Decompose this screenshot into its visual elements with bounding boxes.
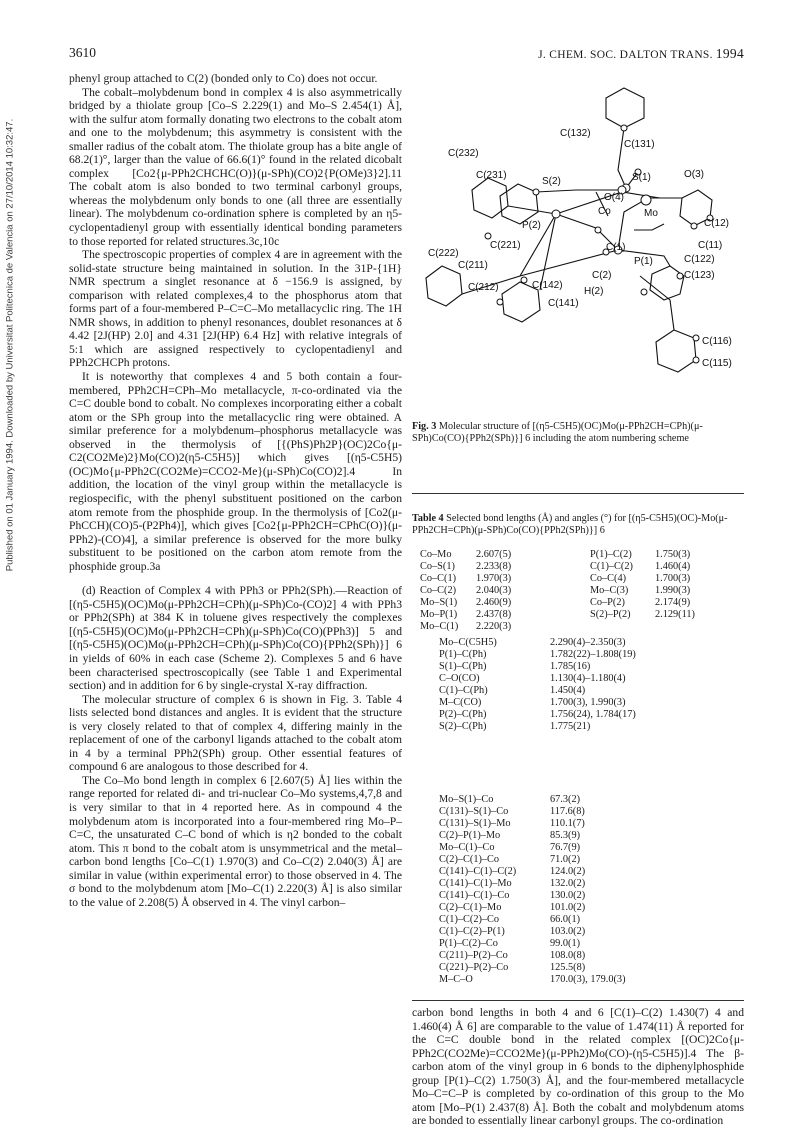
cell: C(131)–S(1)–Co <box>439 806 509 817</box>
cell: M–C(CO) <box>439 697 482 708</box>
table-row <box>439 962 739 974</box>
cell: Co–Mo <box>420 549 452 560</box>
paragraph: The Co–Mo bond length in complex 6 [2.607(5) Å] lies within the range reported for related di- and tri-nuclear Co–Mo systems,4,7,8 and is very similar to that in 4 reported here. As in compound 4 the molybdenum atom is incorporated into a four-membered ring Mo–P–C=C, the unsaturated C–C bond of which is η2 bonded to the cobalt atom. This π bond to the cobalt atom is unsymmetrical and the metal–carbon bond lengths [Co–C(1) 1.970(3) and Co–C(2) 2.040(3) Å] are similar in value (within experimental error) to those observed in 4. The σ bond to the molybdenum atom [Mo–C(1) 2.220(3) Å] is also similar to the value of 2.208(5) Å observed in 4. The vinyl carbon– <box>69 773 402 909</box>
table-row <box>420 549 740 561</box>
bond-range-table <box>439 637 739 733</box>
cell: 2.607(5) <box>476 549 512 560</box>
cell: 110.1(7) <box>550 818 585 829</box>
paragraph: The cobalt–molybdenum bond in complex 4 is also asymmetrically bridged by a thiolate group [Co–S 2.229(1) and Mo–S 2.454(1) Å], with the sulfur atom formally donating two electrons to the cobalt atom and one to the molybdenum; this asymmetry is consistent with the smaller radius of the cobalt atom. The thiolate group has a bite angle of 68.2(1)°, larger than the value of 66.6(1)° found in the related dicobalt complex [Co2{μ-PPh2CHCHC(O)}(μ-SPh)(CO)2{P(OMe)3}2].11 The cobalt atom is also bonded to two terminal carbonyl groups, whereas the molybdenum only bonds to one (all three are essentially linear). The molybdenum co-ordination sphere is completed by an η5-cyclopentadienyl group with essentially identical bonding parameters to those reported for related structures.3c,10c <box>69 85 402 248</box>
paragraph: phenyl group attached to C(2) (bonded only to Co) does not occur. <box>69 72 378 85</box>
cell: C(2)–P(1)–Mo <box>439 830 501 841</box>
cell: 132.0(2) <box>550 878 586 889</box>
table-caption-text: Selected bond lengths (Å) and angles (°) for [(η5-C5H5)(OC)-Mo(μ-PPh2CH=CPh)(μ-SPh)Co(CO){PPh2(SPh)}] 6 <box>412 513 728 536</box>
molecular-structure-figure <box>408 80 744 400</box>
table-caption-label: Table 4 <box>412 513 444 524</box>
table-row <box>420 573 740 585</box>
atom-label: C(232) <box>448 148 479 159</box>
cell: Co–C(1) <box>420 573 457 584</box>
cell: C(1)–C(2) <box>590 561 633 572</box>
atom-label: C(141) <box>548 298 579 309</box>
cell: 1.700(3), 1.990(3) <box>550 697 626 708</box>
cell: C(2)–C(1)–Mo <box>439 902 502 913</box>
cell: 66.0(1) <box>550 914 581 925</box>
cell: 2.040(3) <box>476 585 512 596</box>
paragraph: The spectroscopic properties of complex 4 are in agreement with the solid-state structure being maintained in solution. In the 31P-{1H} NMR spectrum a singlet resonance at δ −156.9 is assigned, by comparison with related complexes,4 to the phosphorus atom that forms part of a four-membered P–C=C–Mo metallacyclic ring. The 1H NMR shows, in addition to phenyl resonances, doublet resonances at δ 4.42 [2J(HP) 2.0] and 4.31 [2J(HP) 6.4 Hz] with relative integrals of 5:1 which are assigned respectively to cyclopentadienyl and PPh2CHCPh protons. <box>69 248 402 370</box>
cell: Mo–S(1)–Co <box>439 794 494 805</box>
cell: M–C–O <box>439 974 473 985</box>
cell: C(1)–C(2)–Co <box>439 914 500 925</box>
cell: 117.6(8) <box>550 806 585 817</box>
cell: 2.220(3) <box>476 621 512 632</box>
table-row <box>439 842 739 854</box>
atom-label: C(132) <box>560 128 591 139</box>
atom-label: C(123) <box>684 270 715 281</box>
cell: S(2)–C(Ph) <box>439 721 487 732</box>
page-number: 3610 <box>69 45 96 60</box>
table-row <box>420 609 740 621</box>
table-row <box>439 938 739 950</box>
cell: 170.0(3), 179.0(3) <box>550 974 626 985</box>
cell: P(1)–C(2) <box>590 549 632 560</box>
cell: C(211)–P(2)–Co <box>439 950 508 961</box>
table-row <box>439 697 739 709</box>
table-row <box>439 866 739 878</box>
bond-length-table <box>420 549 740 633</box>
cell: 76.7(9) <box>550 842 581 853</box>
cell: 103.0(2) <box>550 926 586 937</box>
cell: Mo–C(1)–Co <box>439 842 495 853</box>
cell: 2.437(8) <box>476 609 512 620</box>
cell: 1.990(3) <box>655 585 691 596</box>
cell: S(2)–P(2) <box>590 609 631 620</box>
atom-label: S(2) <box>542 176 561 187</box>
table-row <box>420 561 740 573</box>
cell: P(2)–C(Ph) <box>439 709 487 720</box>
cell: 71.0(2) <box>550 854 581 865</box>
table-row <box>439 721 739 733</box>
cell: 1.756(24), 1.784(17) <box>550 709 636 720</box>
paragraph: carbon bond lengths in both 4 and 6 [C(1)–C(2) 1.430(7) 4 and 1.460(4) Å 6] are comparable to the value of 1.474(11) Å reported for the C=C double bond in the related complex [(OC)2Co{μ-PPh2C(CO2Me)=CCO2Me}(μ-PPh2)Mo(CO)-(η5-C5H5)].4 The β-carbon atom of the vinyl group in 6 bonds to the diphenylphosphide group [P(1)–C(2) 1.750(3) Å], and the four-membered metallacycle Mo–C=C–P is completed by co-ordination of this group to the Mo atom [Mo–P(1) 2.437(8) Å]. Both the cobalt and molybdenum atoms are bonded to essentially linear carbonyl groups. The co-ordination <box>412 1006 744 1128</box>
atom-label: C(131) <box>624 139 655 150</box>
cell: 1.700(3) <box>655 573 691 584</box>
cell: 130.0(2) <box>550 890 586 901</box>
cell: Co–S(1) <box>420 561 455 572</box>
cell: 2.129(11) <box>655 609 695 620</box>
cell: 1.970(3) <box>476 573 512 584</box>
cell: 2.460(9) <box>476 597 512 608</box>
atom-label: P(2) <box>522 220 541 231</box>
cell <box>590 621 655 633</box>
download-watermark <box>4 40 16 650</box>
atom-label: C(211) <box>458 260 488 271</box>
cell: C(131)–S(1)–Mo <box>439 818 511 829</box>
journal-name: J. CHEM. SOC. DALTON TRANS. <box>538 49 713 61</box>
atom-label: O(3) <box>684 169 704 180</box>
cell: Mo–C(1) <box>420 621 459 632</box>
table-row <box>439 637 739 649</box>
cell <box>655 621 740 633</box>
cell: Mo–C(3) <box>590 585 629 596</box>
atom-label: Co <box>598 206 611 217</box>
cell: Mo–P(1) <box>420 609 458 620</box>
cell: Mo–C(C5H5) <box>439 637 497 648</box>
table-row <box>420 621 740 633</box>
figure-caption-label: Fig. 3 <box>412 421 437 432</box>
atom-label: C(12) <box>704 218 730 229</box>
table-row <box>439 685 739 697</box>
cell: 67.3(2) <box>550 794 581 805</box>
atom-label: C(115) <box>702 358 732 369</box>
cell: C(1)–C(2)–P(1) <box>439 926 505 937</box>
cell: Co–P(2) <box>590 597 625 608</box>
atom-label: C(221) <box>490 240 521 251</box>
table-row <box>439 806 739 818</box>
cell: 1.782(22)–1.808(19) <box>550 649 636 660</box>
cell: C(141)–C(1)–C(2) <box>439 866 517 877</box>
running-header <box>538 46 744 62</box>
atom-label: C(231) <box>476 170 507 181</box>
bond-angle-table <box>439 794 739 986</box>
atom-label: C(122) <box>684 254 715 265</box>
cell: C(141)–C(1)–Co <box>439 890 510 901</box>
download-watermark-text: Published on 01 January 1994. Downloaded by Universitat Politecnica de Valencia on 27/10/2014 10:32:47. <box>4 118 16 572</box>
ortep-diagram <box>408 80 744 400</box>
cell: 101.0(2) <box>550 902 586 913</box>
figure-caption-text: Molecular structure of [(η5-C5H5)(OC)Mo(μ-PPh2CH=CPh)(μ-SPh)Co(CO){PPh2(SPh)}] 6 including the atom numbering scheme <box>412 421 703 444</box>
cell: 99.0(1) <box>550 938 581 949</box>
table-row <box>439 818 739 830</box>
paragraph: The molecular structure of complex 6 is shown in Fig. 3. Table 4 lists selected bond distances and angles. It is evident that the structure is very closely related to that of complex 4, differing mainly in the replacement of one of the carbonyl ligands attached to the cobalt atom in 4 by a terminal PPh2(SPh) group. Other essential features of compound 6 are analogous to those described for 4. <box>69 692 402 774</box>
table-row <box>439 709 739 721</box>
table-row <box>439 854 739 866</box>
atom-label: C(2) <box>592 270 612 281</box>
atom-label: O(4) <box>604 192 624 203</box>
table-row <box>439 649 739 661</box>
cell: C(2)–C(1)–Co <box>439 854 500 865</box>
table-row <box>439 902 739 914</box>
cell: 85.3(9) <box>550 830 581 841</box>
cell: 2.233(8) <box>476 561 512 572</box>
section-paragraph: (d) Reaction of Complex 4 with PPh3 or PPh2(SPh).—Reaction of [(η5-C5H5)(OC)Mo(μ-PPh2CH=CPh)(μ-SPh)Co-(CO)2] 4 with PPh3 or PPh2(SPh) at 384 K in toluene gives respectively the complexes [(η5-C5H5)(OC)Mo(μ-PPh2CH=CPh)(μ-SPh)Co(CO)(PPh3)] 5 and [(η5-C5H5)(OC)Mo(μ-PPh2CH=CPh)(μ-SPh)Co(CO){PPh2(SPh)}] 6 in yields of 60% in each case (Scheme 2). Complexes 5 and 6 have been characterised spectroscopically (see Table 1 and Experimental section) and in addition for 6 by single-crystal X-ray diffraction. <box>69 584 402 693</box>
cell: 125.5(8) <box>550 962 586 973</box>
cell: 2.174(9) <box>655 597 691 608</box>
atom-label: P(1) <box>634 256 653 267</box>
left-column <box>69 72 402 909</box>
figure-caption <box>412 421 744 445</box>
table-row <box>439 974 739 986</box>
table-row <box>439 794 739 806</box>
cell: 1.785(16) <box>550 661 591 672</box>
cell: 1.450(4) <box>550 685 586 696</box>
atom-label: S(1) <box>632 172 651 183</box>
table-row <box>439 878 739 890</box>
cell: C(221)–P(2)–Co <box>439 962 509 973</box>
table-bottom-rule <box>412 1000 744 1001</box>
atom-label: Mo <box>644 208 658 219</box>
table-row <box>420 585 740 597</box>
cell: 1.460(4) <box>655 561 691 572</box>
atom-label: C(222) <box>428 248 459 259</box>
atom-label: C(212) <box>468 282 499 293</box>
cell: S(1)–C(Ph) <box>439 661 487 672</box>
table-row <box>439 673 739 685</box>
right-column <box>412 1006 744 1128</box>
atom-label: C(116) <box>702 336 732 347</box>
cell: 108.0(8) <box>550 950 586 961</box>
cell: 124.0(2) <box>550 866 586 877</box>
cell: P(1)–C(Ph) <box>439 649 487 660</box>
table-row <box>439 926 739 938</box>
atom-label: C(11) <box>698 240 723 251</box>
cell: P(1)–C(2)–Co <box>439 938 498 949</box>
table-row <box>439 830 739 842</box>
table-row <box>420 597 740 609</box>
cell: 1.130(4)–1.180(4) <box>550 673 626 684</box>
cell: 1.775(21) <box>550 721 591 732</box>
cell: C–O(CO) <box>439 673 480 684</box>
atom-label: C(1) <box>606 242 626 253</box>
table-row <box>439 890 739 902</box>
paragraph: It is noteworthy that complexes 4 and 5 both contain a four-membered, PPh2CH=CPh–Mo metallacycle, π-co-ordinated via the C=C double bond to cobalt. No complexes incorporating either a cobalt atom or the SPh group into the metallacyclic ring were obtained. A similar preference for a molybdenum–phosphorus metallacycle was observed in the thermolysis of [{(PhS)Ph2P}(OC)2Co{μ-C2(CO2Me)2}Mo(CO)2(η5-C5H5)] which gives [(η5-C5H5)(OC)Mo{μ-PPh2C(CO2Me)=CCO2-Me}(μ-SPh)Co(CO)2].4 In addition, the location of the vinyl group within the metallacycle is regiospecific, with the phenyl substituent positioned on the carbon atom remote from the phosphide group. In the thermolysis of [Co2(μ-PhCCH)(CO)5-(P2Ph4)], which gives [Co2{μ-PPh2CH=CPhC(O)}(μ-PPh2)-(CO)4], a similar preference is observed for the more bulky substituent to be positioned on the carbon atom remote from the phosphide group.3a <box>69 370 402 573</box>
atom-label: C(142) <box>532 280 563 291</box>
cell: C(141)–C(1)–Mo <box>439 878 512 889</box>
cell: Co–C(4) <box>590 573 627 584</box>
table-row <box>439 914 739 926</box>
table-caption <box>412 513 744 537</box>
cell: 2.290(4)–2.350(3) <box>550 637 626 648</box>
cell: Mo–S(1) <box>420 597 458 608</box>
cell: C(1)–C(Ph) <box>439 685 488 696</box>
table-top-rule <box>412 493 744 494</box>
cell: 1.750(3) <box>655 549 691 560</box>
atom-label: H(2) <box>584 286 604 297</box>
table-row <box>439 661 739 673</box>
journal-year: 1994 <box>715 46 744 61</box>
cell: Co–C(2) <box>420 585 457 596</box>
table-row <box>439 950 739 962</box>
